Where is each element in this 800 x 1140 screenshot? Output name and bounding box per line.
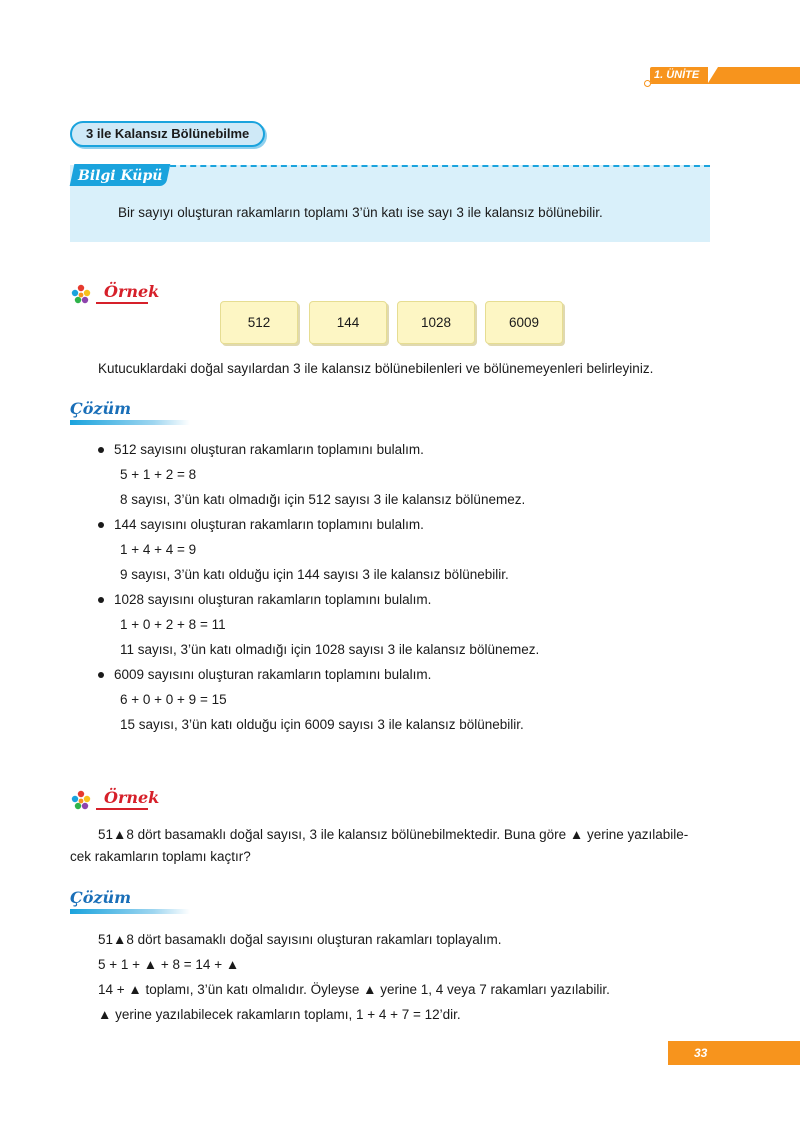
example-dots-icon <box>70 284 92 306</box>
solution-1-item-3-result: 11 sayısı, 3’ün katı olmadığı için 1028 sayısı 3 ile kalansız bölünemez. <box>120 642 540 657</box>
number-box-1028: 1028 <box>397 301 475 344</box>
example-2-question-line-1: 51▲8 dört basamaklı doğal sayısı, 3 ile kalansız bölünebilmektedir. Buna göre ▲ yerine yazılabile- <box>98 827 689 842</box>
bullet-dot <box>98 447 104 453</box>
bullet-dot <box>98 522 104 528</box>
page-number-tab <box>668 1041 800 1065</box>
unit-header-line <box>648 83 800 84</box>
example-2-title: Örnek <box>104 788 160 807</box>
solution-2-line-4: ▲ yerine yazılabilecek rakamların toplamı, 1 + 4 + 7 = 12’dir. <box>98 1007 461 1022</box>
example-1-underline <box>96 302 148 304</box>
unit-header-notch <box>708 67 718 83</box>
example-2-underline <box>96 808 148 810</box>
solution-1-item-3-intro: 1028 sayısını oluşturan rakamların toplamını bulalım. <box>114 592 432 607</box>
example-2-question-line-2: cek rakamların toplamı kaçtır? <box>70 849 251 864</box>
solution-1-item-4-intro: 6009 sayısını oluşturan rakamların toplamını bulalım. <box>114 667 432 682</box>
solution-1-item-2-intro: 144 sayısını oluşturan rakamların toplamını bulalım. <box>114 517 424 532</box>
page-number: 33 <box>694 1046 708 1060</box>
solution-1-underline <box>70 420 190 425</box>
example-1-question: Kutucuklardaki doğal sayılardan 3 ile kalansız bölünebilenleri ve bölünemeyenleri belirleyiniz. <box>98 361 654 376</box>
solution-1-item-4-result: 15 sayısı, 3’ün katı olduğu için 6009 sayısı 3 ile kalansız bölünebilir. <box>120 717 524 732</box>
solution-1-item-1-result: 8 sayısı, 3’ün katı olmadığı için 512 sayısı 3 ile kalansız bölünemez. <box>120 492 526 507</box>
solution-1-item-4-sum: 6 + 0 + 0 + 9 = 15 <box>120 692 227 707</box>
number-box-512: 512 <box>220 301 298 344</box>
solution-2-line-3: 14 + ▲ toplamı, 3’ün katı olmalıdır. Öyleyse ▲ yerine 1, 4 veya 7 rakamları yazılabilir. <box>98 982 610 997</box>
info-box-dashed-border <box>160 165 710 167</box>
solution-1-item-1-intro: 512 sayısını oluşturan rakamların toplamını bulalım. <box>114 442 424 457</box>
number-box-6009: 6009 <box>485 301 563 344</box>
info-text: Bir sayıyı oluşturan rakamların toplamı 3’ün katı ise sayı 3 ile kalansız bölünebilir. <box>118 205 603 220</box>
number-box-144: 144 <box>309 301 387 344</box>
example-1-title: Örnek <box>104 282 160 301</box>
section-title: 3 ile Kalansız Bölünebilme <box>70 121 265 147</box>
solution-1-title: Çözüm <box>70 399 132 418</box>
solution-1-item-3-sum: 1 + 0 + 2 + 8 = 11 <box>120 617 226 632</box>
solution-1-item-1-sum: 5 + 1 + 2 = 8 <box>120 467 197 482</box>
bullet-dot <box>98 672 104 678</box>
unit-header-dot <box>644 80 651 87</box>
solution-1-item-2-result: 9 sayısı, 3’ün katı olduğu için 144 sayısı 3 ile kalansız bölünebilir. <box>120 567 509 582</box>
solution-2-line-1: 51▲8 dört basamaklı doğal sayısını oluşturan rakamları toplayalım. <box>98 932 502 947</box>
unit-label: 1. ÜNİTE <box>654 69 700 81</box>
bullet-dot <box>98 597 104 603</box>
info-label: Bilgi Küpü <box>78 168 163 184</box>
solution-2-underline <box>70 909 190 914</box>
solution-2-line-2: 5 + 1 + ▲ + 8 = 14 + ▲ <box>98 957 240 972</box>
solution-1-item-2-sum: 1 + 4 + 4 = 9 <box>120 542 197 557</box>
example-dots-icon <box>70 790 92 812</box>
solution-2-title: Çözüm <box>70 888 132 907</box>
